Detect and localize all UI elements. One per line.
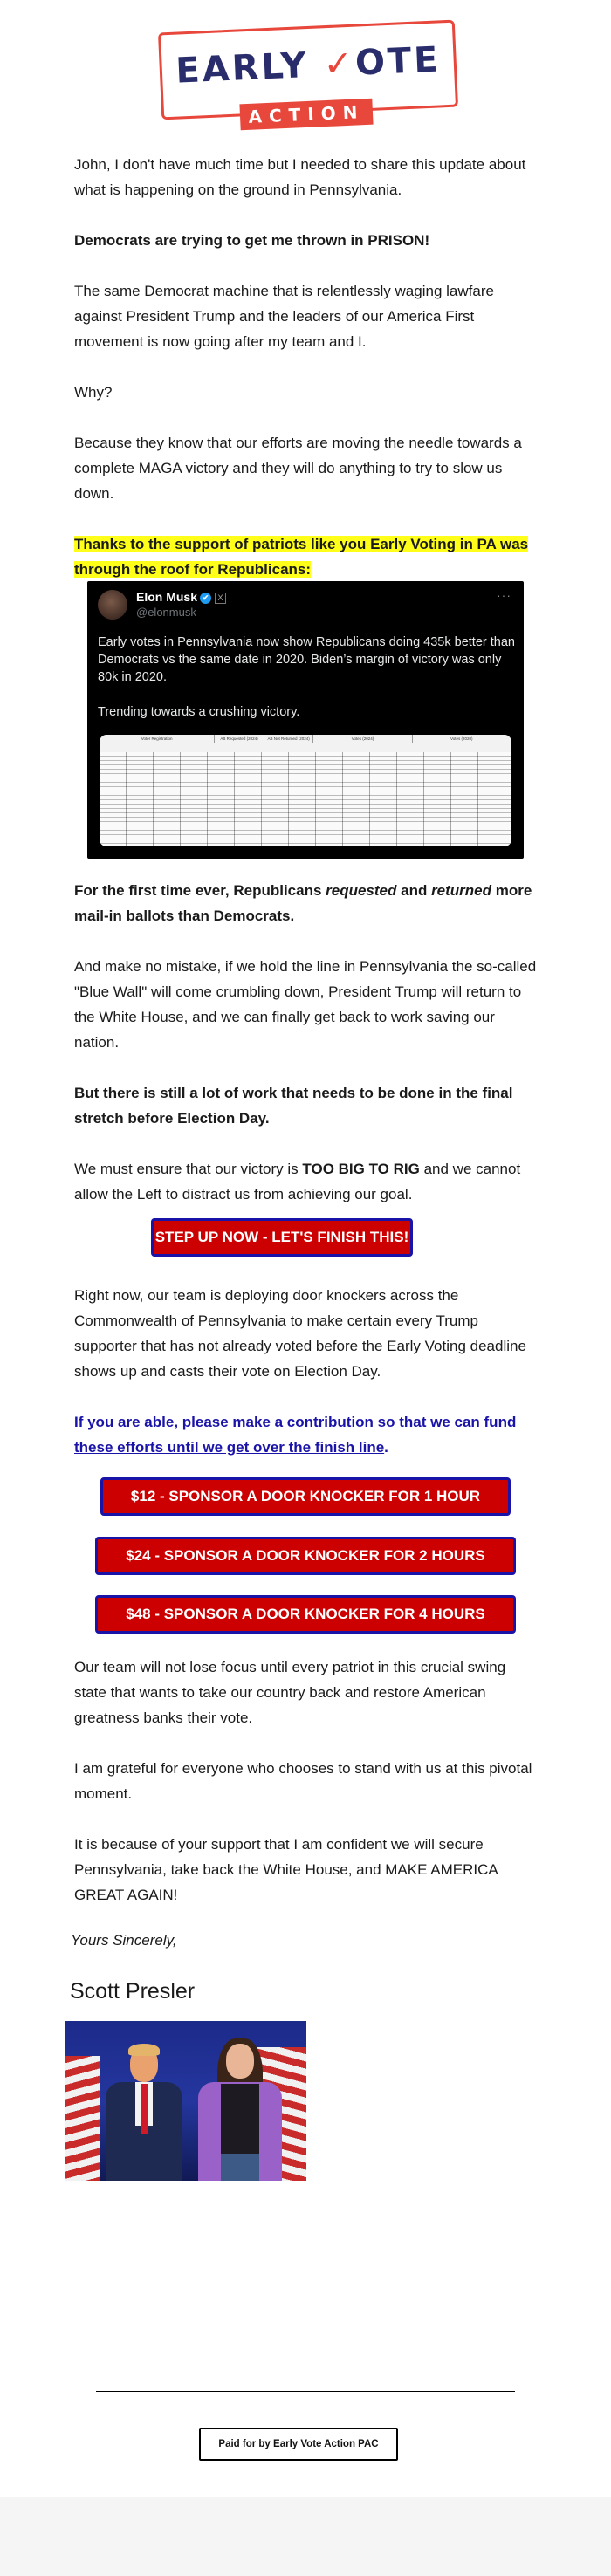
door-knockers-paragraph: Right now, our team is deploying door knockers across the Commonwealth of Pennsylvania to make certain every Trump supporter that has not already voted before the Early Voting deadline shows up and casts their vote on Election Day. — [74, 1287, 526, 1380]
blue-wall-paragraph: And make no mistake, if we hold the line in Pennsylvania the so-called "Blue Wall" will come crumbling down, President Trump will return to the White House, and we can finally get back to work saving our nation. — [74, 958, 537, 1051]
checkmark-icon: ✓ — [322, 43, 357, 86]
email-body-door-knockers — [74, 1283, 537, 1485]
focus-paragraph: Our team will not lose focus until every patriot in this crucial swing state that wants to take our country back and restore American greatness banks their vote. — [74, 1659, 506, 1726]
tweet-avatar — [98, 590, 127, 620]
donate-12-button[interactable]: $12 - SPONSOR A DOOR KNOCKER FOR 1 HOUR — [100, 1477, 511, 1516]
tweet-handle: @elonmusk — [136, 606, 196, 619]
embedded-tweet-image — [87, 581, 524, 859]
because-paragraph: Because they know that our efforts are moving the needle towards a complete MAGA victory and they will do anything to try to slow us down. — [74, 435, 522, 502]
footer-background — [0, 2497, 611, 2576]
table-group-headers: Voter Registration AB Requested (2024) AB Not Returned (2024) Votes (2024) Votes (2020) — [100, 735, 511, 743]
step-up-now-button[interactable]: STEP UP NOW - LET'S FINISH THIS! — [151, 1218, 413, 1257]
logo-action-banner: ACTION — [239, 99, 373, 131]
more-options-icon: ··· — [497, 588, 511, 602]
highlight-paragraph: Thanks to the support of patriots like you Early Voting in PA was through the roof for Republicans: — [74, 536, 529, 578]
email-body-middle — [74, 878, 537, 1232]
early-vote-data-table — [100, 735, 511, 846]
us-flag-left — [65, 2056, 100, 2181]
closing-salutation: Yours Sincerely, — [71, 1932, 177, 1949]
logo-wordmark: EARLY ✓OTE — [175, 39, 442, 92]
mail-in-paragraph: For the first time ever, Republicans requested and returned more mail-in ballots than Democrats. — [74, 882, 532, 924]
x-logo-icon: X — [215, 593, 226, 604]
too-big-to-rig-paragraph: We must ensure that our victory is TOO BIG TO RIG and we cannot allow the Left to distract us from achieving our goal. — [74, 1161, 521, 1202]
person-left — [100, 2047, 188, 2181]
confident-paragraph: It is because of your support that I am confident we will secure Pennsylvania, take back the White House, and MAKE AMERICA GREAT AGAIN! — [74, 1836, 498, 1903]
verified-badge-icon: ✔ — [200, 593, 211, 604]
signature-name: Scott Presler — [70, 1979, 196, 2004]
lawfare-paragraph: The same Democrat machine that is relentlessly waging lawfare against President Trump and the leaders of our America First movement is now going after my team and I. — [74, 283, 494, 350]
grateful-paragraph: I am grateful for everyone who chooses to stand with us at this pivotal moment. — [74, 1760, 532, 1802]
signer-photo — [65, 2021, 306, 2181]
why-paragraph: Why? — [74, 384, 113, 401]
final-stretch-paragraph: But there is still a lot of work that needs to be done in the final stretch before Election Day. — [74, 1085, 513, 1127]
footer-divider — [96, 2391, 515, 2392]
contribution-paragraph: If you are able, please make a contribution so that we can fund these efforts until we get over the finish line. — [74, 1414, 517, 1456]
email-body-closing — [74, 1655, 537, 1933]
early-vote-action-logo[interactable] — [160, 26, 457, 131]
person-right — [196, 2038, 284, 2181]
paid-for-disclaimer: Paid for by Early Vote Action PAC — [199, 2428, 398, 2461]
donate-24-button[interactable]: $24 - SPONSOR A DOOR KNOCKER FOR 2 HOURS — [95, 1537, 516, 1575]
tweet-author-name: Elon Musk ✔ X — [136, 590, 226, 604]
table-rows — [100, 752, 511, 846]
intro-paragraph: John, I don't have much time but I needed to share this update about what is happening on the ground in Pennsylvania. — [74, 156, 526, 198]
contribution-link[interactable]: If you are able, please make a contribution so that we can fund these efforts until we get over the finish line — [74, 1414, 517, 1456]
prison-headline: Democrats are trying to get me thrown in PRISON! — [74, 232, 430, 249]
email-body-top — [74, 152, 537, 607]
donate-48-button[interactable]: $48 - SPONSOR A DOOR KNOCKER FOR 4 HOURS — [95, 1595, 516, 1634]
tweet-text: Early votes in Pennsylvania now show Republicans doing 435k better than Democrats vs the same date in 2020. Biden’s margin of victory was only 80k in 2020. Trending towards a crushing victory. — [98, 635, 515, 719]
